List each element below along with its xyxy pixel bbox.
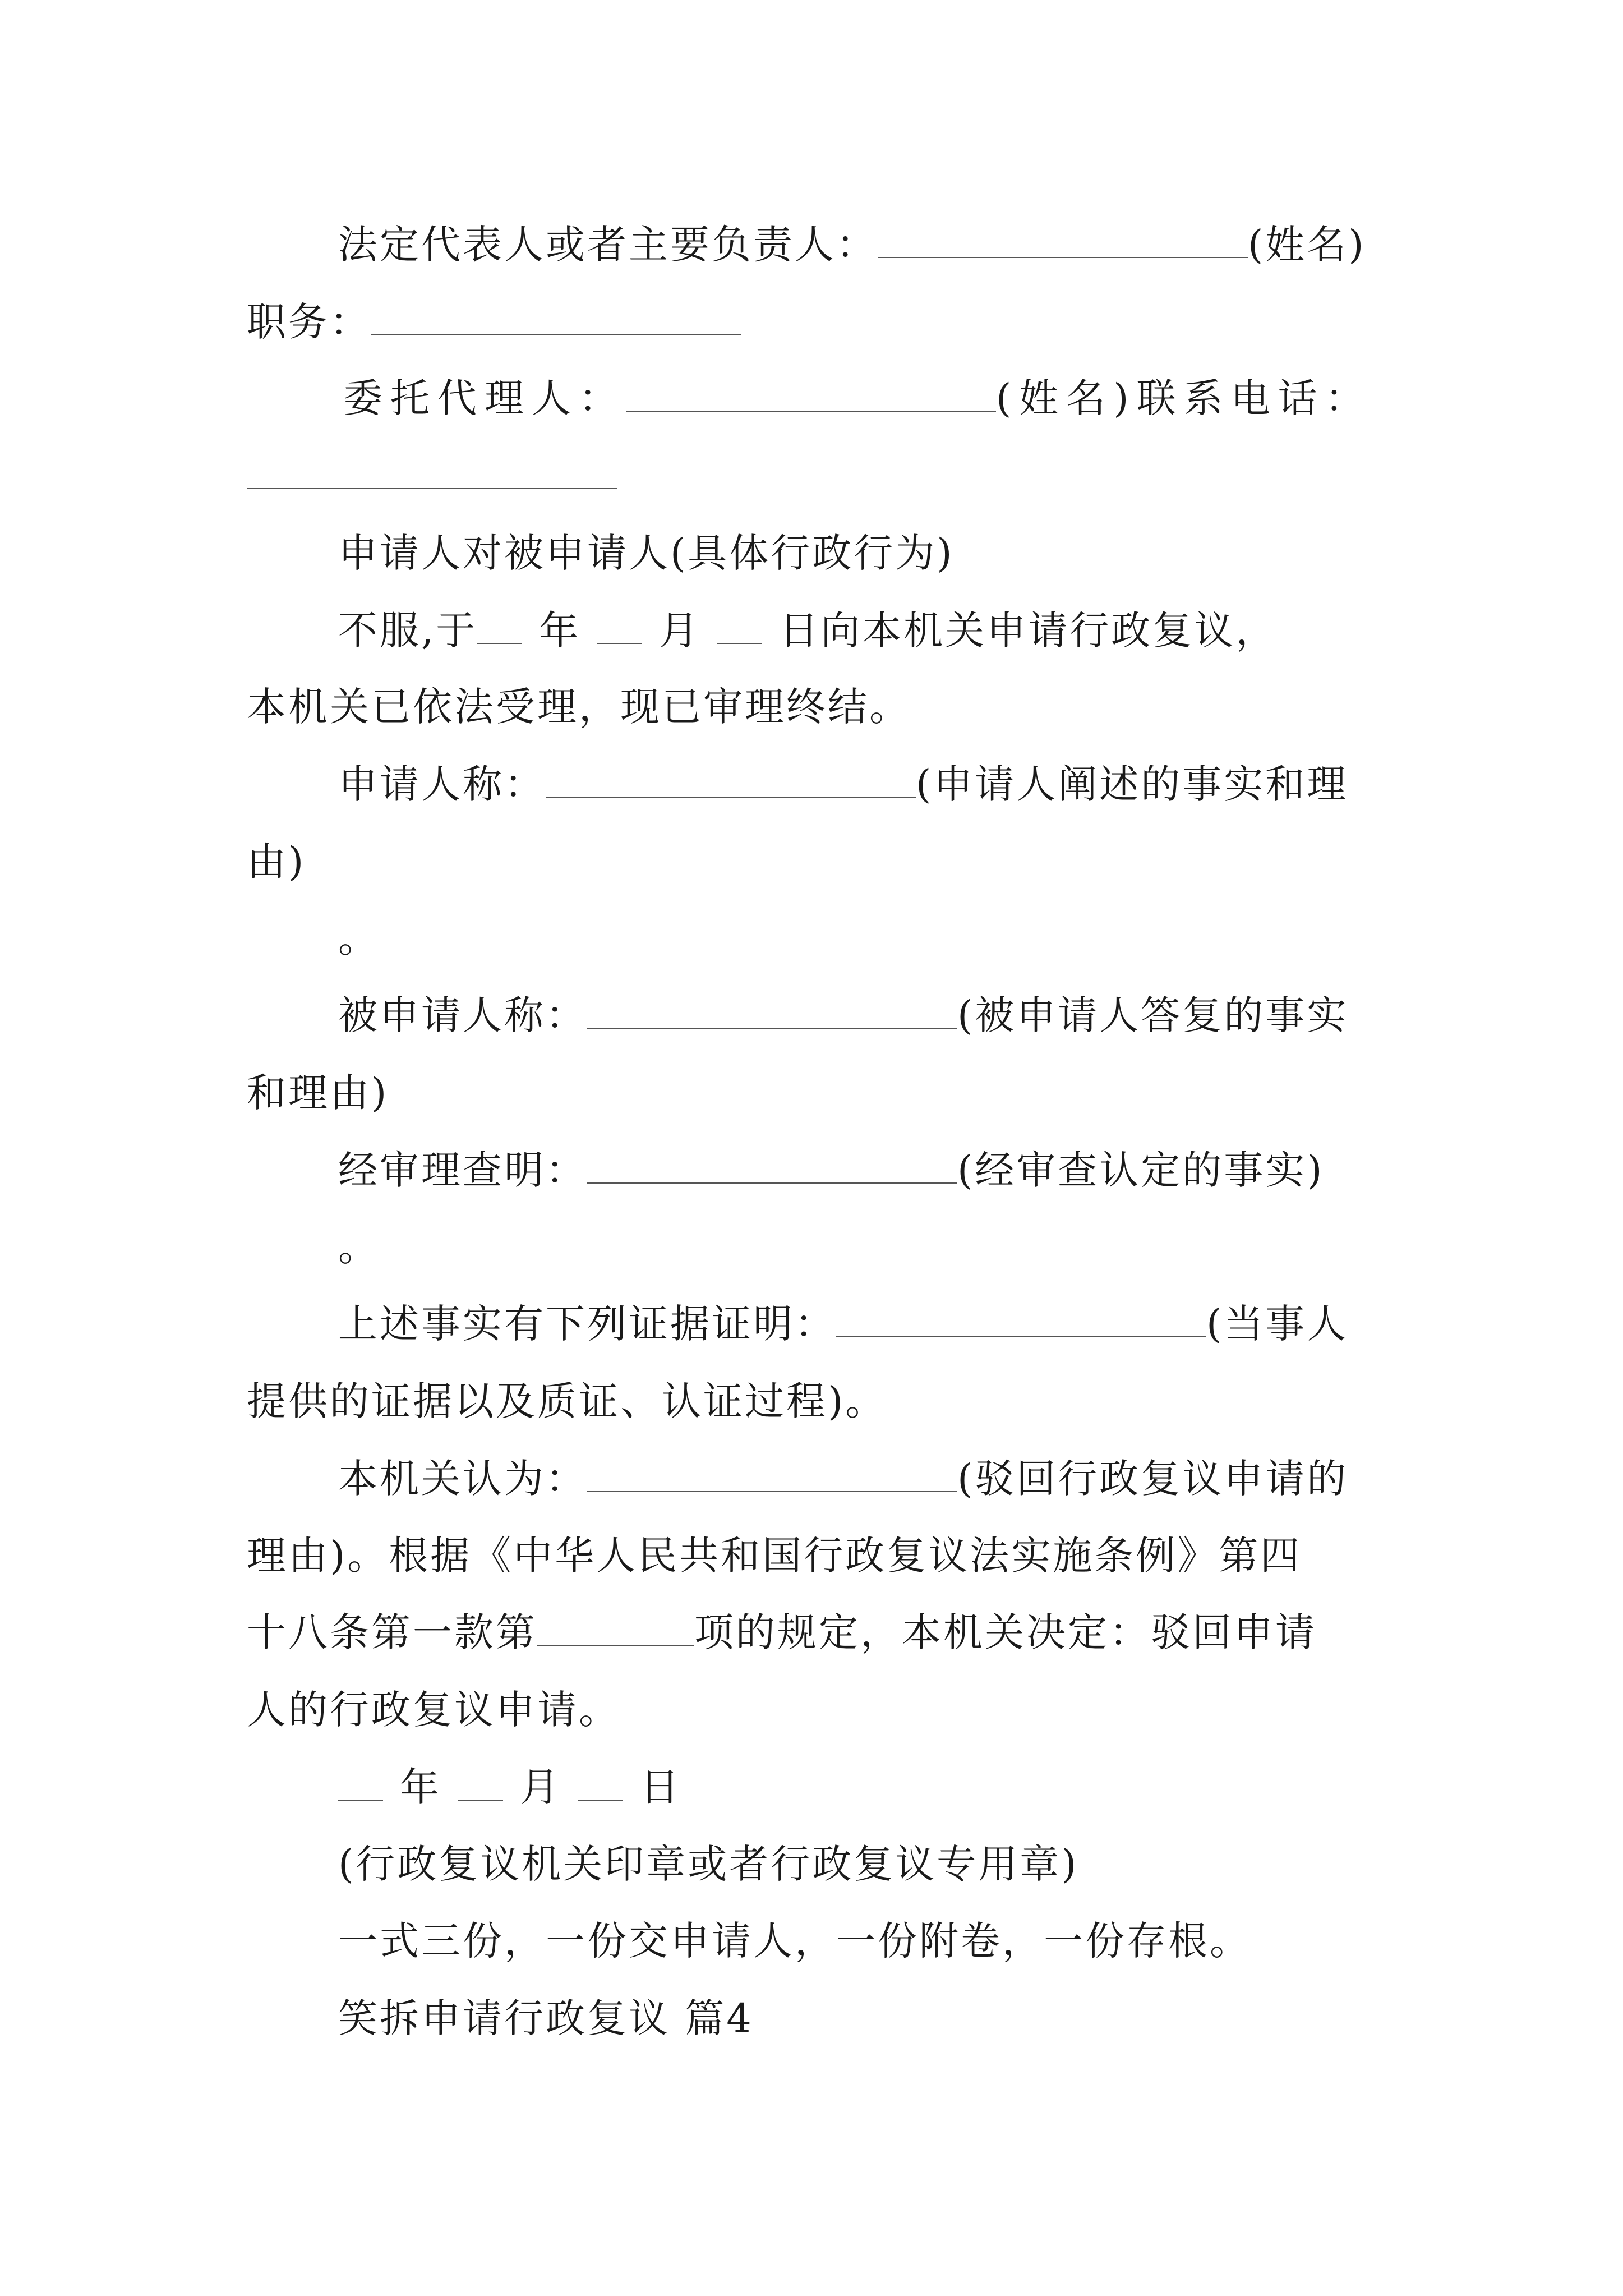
- month-label: 月: [659, 608, 701, 654]
- reason-text: 由): [247, 839, 306, 885]
- paragraph-line: [247, 1374, 887, 1428]
- month-blank[interactable]: [458, 1767, 503, 1801]
- paragraph-line: [338, 1914, 1251, 1968]
- evidence-blank[interactable]: [836, 1304, 1206, 1337]
- day-blank[interactable]: [717, 610, 762, 644]
- opinion-line: [338, 1452, 1348, 1506]
- month-blank[interactable]: [597, 610, 642, 644]
- decision-end-text: 人的行政复议申请。: [247, 1687, 620, 1733]
- seal-text: (行政复议机关印章或者行政复议专用章): [338, 1841, 1079, 1887]
- applicant-vs-respondent-text: 申请人对被申请人(具体行政行为): [338, 530, 955, 576]
- paragraph-line: [338, 526, 955, 580]
- position-line: [247, 295, 741, 349]
- name-blank[interactable]: [878, 224, 1248, 258]
- paragraph-line: [247, 1529, 1302, 1582]
- agent-name-blank[interactable]: [626, 378, 996, 412]
- section-heading: [338, 1991, 754, 2045]
- item-blank[interactable]: [537, 1612, 694, 1646]
- position-label: 职务：: [247, 299, 371, 345]
- legal-basis-text: 理由)。根据《中华人民共和国行政复议法实施条例》第四: [247, 1533, 1302, 1579]
- evidence-line: [338, 1297, 1348, 1351]
- position-blank[interactable]: [371, 302, 741, 335]
- applicant-claim-hint: (申请人阐述的事实和理: [916, 761, 1349, 807]
- article-text: 十八条第一款第: [247, 1609, 537, 1655]
- paragraph-line: [247, 1066, 389, 1120]
- agent-phone-label: (姓名)联系电话：: [996, 375, 1372, 421]
- application-text: 日向本机关申请行政复议，: [779, 608, 1278, 654]
- respondent-claim-hint: (被申请人答复的事实: [957, 992, 1349, 1038]
- agent-label: 委托代理人：: [343, 375, 626, 421]
- decision-line: [247, 1605, 1317, 1659]
- decision-text: 项的规定，本机关决定：驳回申请: [694, 1609, 1317, 1655]
- applicant-claim-label: 申请人称：: [338, 761, 546, 807]
- phone-blank[interactable]: [247, 455, 617, 489]
- respondent-claim-line: [338, 988, 1348, 1042]
- respondent-claim-blank[interactable]: [587, 995, 957, 1029]
- phone-blank-line: [247, 449, 617, 503]
- paragraph-line: [338, 1220, 380, 1274]
- period-text: 。: [338, 1224, 380, 1270]
- applicant-claim-line: [338, 757, 1348, 811]
- opinion-blank[interactable]: [587, 1458, 957, 1492]
- year-blank[interactable]: [338, 1767, 383, 1801]
- accepted-text: 本机关已依法受理，现已审理终结。: [247, 684, 911, 730]
- reason-text: 和理由): [247, 1070, 389, 1116]
- paragraph-line: [338, 912, 380, 965]
- opinion-label: 本机关认为：: [338, 1456, 587, 1502]
- paragraph-line: [338, 1837, 1079, 1891]
- day-blank[interactable]: [578, 1767, 623, 1801]
- day-label: 日: [640, 1764, 681, 1810]
- findings-blank[interactable]: [587, 1150, 957, 1184]
- agent-line: [343, 371, 1372, 425]
- findings-label: 经审理查明：: [338, 1147, 587, 1193]
- copies-text: 一式三份，一份交申请人，一份附卷，一份存根。: [338, 1918, 1251, 1964]
- legal-representative-line: [338, 218, 1366, 272]
- evidence-hint: (当事人: [1206, 1301, 1349, 1347]
- application-date-line: [338, 604, 1277, 657]
- opinion-hint: (驳回行政复议申请的: [957, 1456, 1349, 1502]
- dissatisfied-text: 不服,于: [338, 608, 478, 654]
- findings-hint: (经审查认定的事实): [957, 1147, 1325, 1193]
- signature-date-line: [338, 1760, 681, 1814]
- paragraph-line: [247, 1683, 620, 1737]
- legal-representative-label: 法定代表人或者主要负责人：: [338, 222, 878, 268]
- findings-line: [338, 1143, 1325, 1197]
- month-label: 月: [520, 1764, 561, 1810]
- applicant-claim-blank[interactable]: [546, 764, 916, 798]
- period-text: 。: [338, 915, 380, 961]
- section-title: 笑拆申请行政复议 篇4: [338, 1995, 754, 2041]
- paragraph-line: [247, 835, 306, 889]
- name-hint: (姓名): [1248, 222, 1366, 268]
- year-label: 年: [539, 608, 581, 654]
- paragraph-line: [247, 680, 911, 734]
- evidence-label: 上述事实有下列证据证明：: [338, 1301, 836, 1347]
- year-label: 年: [400, 1764, 441, 1810]
- respondent-claim-label: 被申请人称：: [338, 992, 587, 1038]
- year-blank[interactable]: [477, 610, 522, 644]
- evidence-text: 提供的证据以及质证、认证过程)。: [247, 1378, 887, 1424]
